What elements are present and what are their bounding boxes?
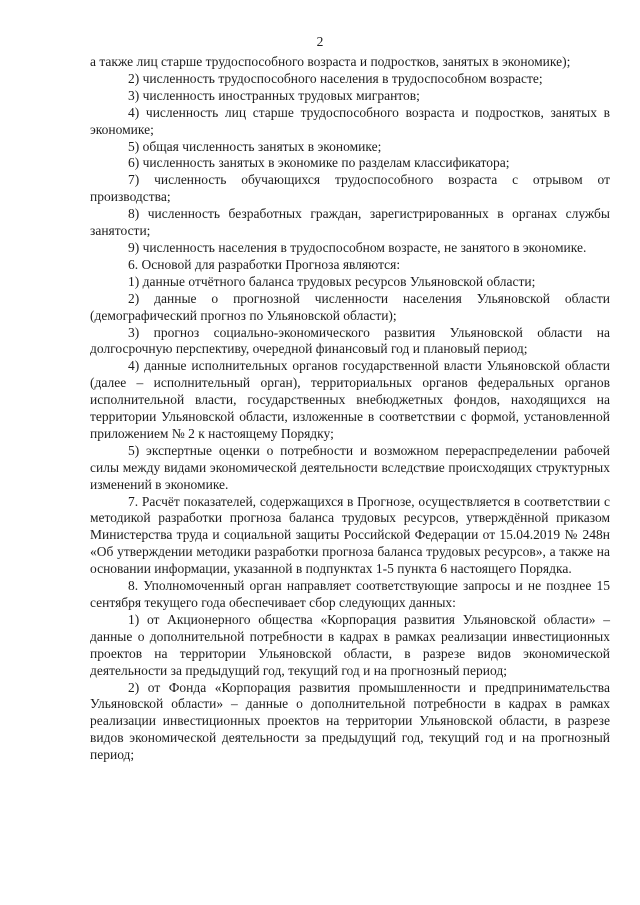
list-item: 3) прогноз социально-экономического развития Ульяновской области на долгосрочную перспективу, очередной финансовый год и плановый период; [90, 324, 610, 357]
list-item: 2) от Фонда «Корпорация развития промышленности и предпринимательства Ульяновской области» – данные о дополнительной потребности в кадрах в рамках реализации инвестиционных проектов на территории Ульяновской области, в разрезе видов экономической деятельности за предыдущий год, текущий год и на прогнозный период; [90, 679, 610, 763]
list-item: 5) экспертные оценки о потребности и возможном перераспределении рабочей силы между видами экономической деятельности вследствие происходящих структурных изменений в экономике. [90, 442, 610, 492]
list-item: 1) данные отчётного баланса трудовых ресурсов Ульяновской области; [128, 273, 536, 289]
paragraph: 8. Уполномоченный орган направляет соответствующие запросы и не позднее 15 сентября текущего года обеспечивает сбор следующих данных: [90, 578, 610, 610]
list-item: 6) численность занятых в экономике по разделам классификатора; [128, 155, 510, 171]
list-item: 9) численность населения в трудоспособном возрасте, не занятого в экономике. [128, 239, 587, 255]
list-item: 2) данные о прогнозной численности населения Ульяновской области (демографический прогноз по Ульяновской области); [90, 290, 610, 323]
paragraph: а также лиц старше трудоспособного возраста и подростков, занятых в экономике); [90, 54, 571, 69]
document-body [90, 54, 610, 764]
section-heading: 6. Основой для разработки Прогноза являются: [128, 256, 401, 272]
list-item: 4) численность лиц старше трудоспособного возраста и подростков, занятых в экономике; [90, 104, 610, 137]
list-item: 8) численность безработных граждан, зарегистрированных в органах службы занятости; [90, 206, 610, 239]
list-item: 5) общая численность занятых в экономике; [128, 138, 382, 154]
list-item: 3) численность иностранных трудовых мигрантов; [128, 87, 420, 103]
page-number: 2 [316, 34, 324, 49]
list-item: 7) численность обучающихся трудоспособного возраста с отрывом от производства; [90, 172, 610, 205]
paragraph: 7. Расчёт показателей, содержащихся в Прогнозе, осуществляется в соответствии с методикой разработки прогноза баланса трудовых ресурсов, утверждённой приказом Министерства труда и социальной защиты Российской Федерации от 15.04.2019 № 248н «Об утверждении методики разработки прогноза баланса трудовых ресурсов», а также на основании информации, указанной в подпунктах 1-5 пункта 6 настоящего Порядка. [90, 493, 610, 577]
list-item: 2) численность трудоспособного населения в трудоспособном возрасте; [128, 70, 543, 86]
list-item: 4) данные исполнительных органов государственной власти Ульяновской области (далее – исполнительный орган), территориальных органов федеральных органов исполнительной власти, государственных внебюджетных фондов, находящихся на территории Ульяновской области, изложенные в соответствии с формой, установленной приложением № 2 к настоящему Порядку; [90, 358, 610, 441]
list-item: 1) от Акционерного общества «Корпорация развития Ульяновской области» – данные о дополнительной потребности в кадрах в рамках реализации инвестиционных проектов на территории Ульяновской области, в разрезе видов экономической деятельности за предыдущий год, текущий год и на прогнозный период; [90, 611, 610, 678]
